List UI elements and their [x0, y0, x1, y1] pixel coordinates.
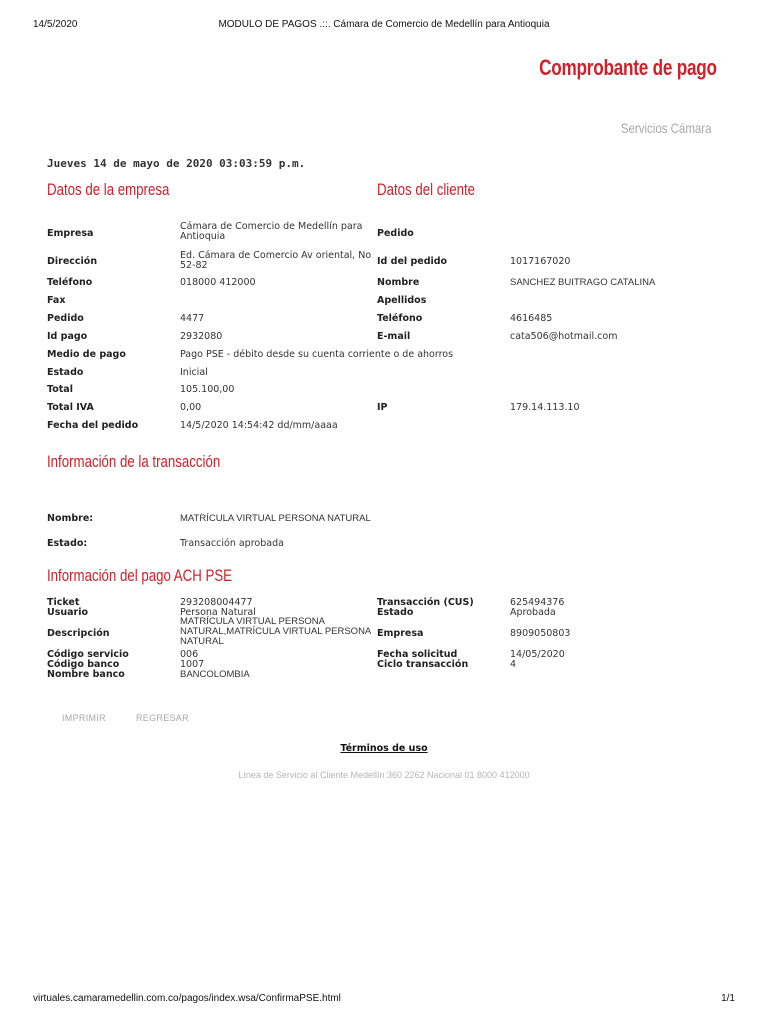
section-heading-cliente: Datos del cliente: [377, 180, 476, 199]
ticket-value: 293208004477: [180, 597, 253, 608]
fecha-solicitud-label: Fecha solicitud: [377, 649, 458, 660]
ciclo-transaccion-label: Ciclo transacción: [377, 659, 469, 670]
id-pedido-label: Id del pedido: [377, 256, 448, 267]
usuario-label: Usuario: [47, 607, 89, 618]
estado-empresa-value: Inicial: [180, 367, 208, 378]
email-value: cata506@hotmail.com: [510, 331, 618, 342]
trans-nombre-value: MATRÍCULA VIRTUAL PERSONA NATURAL: [180, 513, 371, 524]
empresa-value: Cámara de Comercio de Medellín para Antioquia: [180, 221, 363, 242]
codigo-servicio-value: 006: [180, 649, 199, 660]
empresa-label: Empresa: [47, 228, 94, 239]
trans-estado-value: Transacción aprobada: [180, 538, 284, 549]
codigo-banco-label: Código banco: [47, 659, 120, 670]
nombre-cliente-value: SANCHEZ BUITRAGO CATALINA: [510, 277, 656, 288]
ip-label: IP: [377, 402, 388, 413]
telefono-cliente-label: Teléfono: [377, 313, 423, 324]
section-heading-empresa: Datos de la empresa: [47, 180, 170, 199]
page-title: Comprobante de pago: [539, 55, 717, 80]
transaccion-cus-label: Transacción (CUS): [377, 597, 474, 608]
print-url: virtuales.camaramedellin.com.co/pagos/index.wsa/ConfirmaPSE.html: [33, 993, 341, 1004]
medio-pago-value: Pago PSE - débito desde su cuenta corriente o de ahorros: [180, 349, 454, 360]
print-date: 14/5/2020: [33, 19, 78, 30]
codigo-banco-value: 1007: [180, 659, 205, 670]
direccion-value: Ed. Cámara de Comercio Av oriental, No 52-82: [180, 250, 372, 271]
ach-empresa-value: 8909050803: [510, 628, 571, 639]
descripcion-value: MATRÍCULA VIRTUAL PERSONA NATURAL,MATRÍCULA VIRTUAL PERSONA NATURAL: [180, 616, 371, 647]
total-label: Total: [47, 384, 73, 395]
telefono-empresa-value: 018000 412000: [180, 277, 256, 288]
ach-estado-value: Aprobada: [510, 607, 556, 618]
section-heading-ach: Información del pago ACH PSE: [47, 566, 233, 585]
transaccion-cus-value: 625494376: [510, 597, 565, 608]
id-pago-label: Id pago: [47, 331, 88, 342]
total-iva-label: Total IVA: [47, 402, 94, 413]
fecha-pedido-value: 14/5/2020 14:54:42 dd/mm/aaaa: [180, 420, 338, 431]
terms-link[interactable]: Términos de uso: [340, 743, 428, 754]
usuario-value: Persona Natural: [180, 607, 256, 618]
ciclo-transaccion-value: 4: [510, 659, 517, 670]
nombre-banco-label: Nombre banco: [47, 669, 125, 680]
ip-value: 179.14.113.10: [510, 402, 580, 413]
id-pedido-value: 1017167020: [510, 256, 571, 267]
print-page-number: 1/1: [721, 993, 735, 1004]
nombre-banco-value: BANCOLOMBIA: [180, 669, 250, 680]
ach-empresa-label: Empresa: [377, 628, 424, 639]
total-iva-value: 0,00: [180, 402, 202, 413]
date-line: Jueves 14 de mayo de 2020 03:03:59 p.m.: [47, 157, 306, 170]
codigo-servicio-label: Código servicio: [47, 649, 129, 660]
nombre-cliente-label: Nombre: [377, 277, 420, 288]
pedido-empresa-label: Pedido: [47, 313, 84, 324]
id-pago-value: 2932080: [180, 331, 223, 342]
fecha-pedido-label: Fecha del pedido: [47, 420, 139, 431]
page-subtitle: Servicios Cámara: [620, 120, 711, 136]
descripcion-label: Descripción: [47, 628, 110, 639]
apellidos-label: Apellidos: [377, 295, 427, 306]
fax-label: Fax: [47, 295, 66, 306]
direccion-label: Dirección: [47, 256, 98, 267]
total-value: 105.100,00: [180, 384, 235, 395]
estado-empresa-label: Estado: [47, 367, 84, 378]
back-button[interactable]: REGRESAR: [136, 713, 189, 723]
ach-estado-label: Estado: [377, 607, 414, 618]
trans-estado-label: Estado:: [47, 538, 88, 549]
fecha-solicitud-value: 14/05/2020: [510, 649, 565, 660]
section-heading-transaccion: Información de la transacción: [47, 452, 221, 471]
pedido-cliente-label: Pedido: [377, 228, 414, 239]
pedido-empresa-value: 4477: [180, 313, 205, 324]
print-page-title: MODULO DE PAGOS .::. Cámara de Comercio de Medellín para Antioquia: [218, 19, 550, 30]
medio-pago-label: Medio de pago: [47, 349, 126, 360]
email-label: E-mail: [377, 331, 411, 342]
service-line: Línea de Servicio al Cliente Medellín 360 2262 Nacional 01 8000 412000: [238, 770, 530, 780]
print-button[interactable]: IMPRIMIR: [62, 713, 106, 723]
ticket-label: Ticket: [47, 597, 80, 608]
trans-nombre-label: Nombre:: [47, 513, 94, 524]
telefono-cliente-value: 4616485: [510, 313, 553, 324]
telefono-empresa-label: Teléfono: [47, 277, 93, 288]
